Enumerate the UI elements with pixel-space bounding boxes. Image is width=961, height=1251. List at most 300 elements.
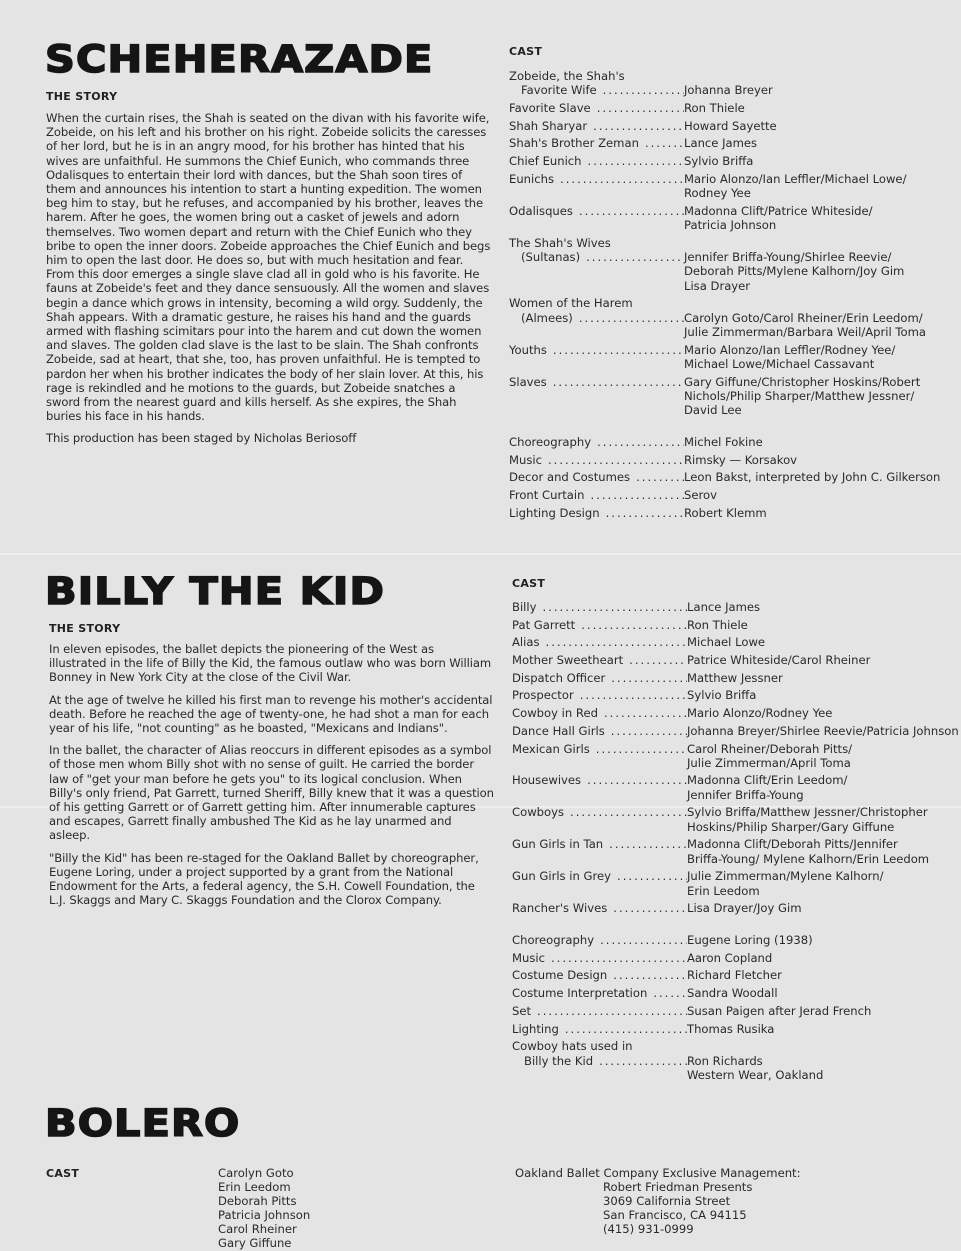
performers	[684, 343, 959, 372]
role-label: Costume Design	[512, 968, 608, 983]
performers	[687, 653, 961, 667]
cast-row	[512, 706, 961, 720]
dot-leader	[581, 618, 687, 632]
cast-heading: CAST	[46, 1167, 80, 1180]
performers	[687, 951, 961, 965]
performer-name: Rodney Yee	[684, 186, 751, 201]
performer-name: Sylvio Briffa/Matthew Jessner/Christopher	[687, 805, 928, 820]
performers	[684, 136, 959, 150]
performers	[687, 933, 961, 947]
story-paragraph: In the ballet, the character of Alias reoccurs in different episodes as a symbol of those men whom Billy shot with no sense of guilt. He carried the border law of "get your man before he gets you" to its logical conclusion. When Billy's only friend, Pat Garrett, turned Sheriff, Billy knew that it was a question of his getting Garrett or of Garrett getting him. After innumerable captures and escapes, Garrett finally ambushed The Kid as he lay unarmed and asleep.	[49, 743, 494, 843]
role-label: Decor and Costumes	[509, 470, 631, 485]
cast-row	[512, 986, 961, 1000]
role	[509, 119, 684, 133]
role-label: Housewives	[512, 773, 582, 788]
role-label: Slaves	[509, 374, 547, 389]
performer-name: Rimsky — Korsakov	[684, 452, 798, 467]
cast-row	[509, 296, 959, 339]
dot-leader	[645, 136, 684, 150]
cast-row	[509, 435, 959, 449]
management-line: San Francisco, CA 94115	[603, 1208, 747, 1223]
role-line	[512, 986, 687, 1000]
dot-leader	[611, 671, 687, 685]
role	[509, 506, 684, 520]
role	[512, 706, 687, 720]
role-line	[509, 343, 684, 357]
performers	[687, 869, 961, 898]
performer-name: Hoskins/Philip Sharper/Gary Giffune	[687, 819, 895, 834]
role-line	[512, 837, 687, 851]
performer-name: Carol Rheiner/Deborah Pitts/	[687, 741, 853, 756]
staging-credit: This production has been staged by Nicholas Beriosoff	[46, 431, 357, 446]
role-line	[512, 706, 687, 720]
role-line	[509, 488, 684, 502]
performers	[687, 837, 961, 866]
dot-leader	[609, 837, 687, 851]
dot-leader	[603, 83, 684, 97]
role	[512, 968, 687, 982]
performer-name: Ron Thiele	[687, 617, 748, 632]
dot-leader	[599, 1054, 687, 1068]
dot-leader	[613, 901, 687, 915]
performer-name: Aaron Copland	[687, 950, 773, 965]
performer-name: Western Wear, Oakland	[687, 1067, 824, 1082]
dot-leader	[560, 172, 684, 186]
cast-row	[509, 119, 959, 133]
role-label: Gun Girls in Tan	[512, 837, 604, 852]
performer-name: Lisa Drayer/Joy Gim	[687, 901, 802, 916]
performers	[684, 453, 959, 467]
performer-name: Sylvio Briffa	[687, 688, 757, 703]
cast-row	[512, 618, 961, 632]
role-line	[509, 204, 684, 218]
role-label: Cowboy hats used in	[512, 1039, 633, 1054]
performer-name: Patricia Johnson	[684, 218, 777, 233]
role-line	[509, 470, 684, 484]
role	[512, 1039, 687, 1082]
cast-row	[509, 343, 959, 372]
role-line	[509, 136, 684, 150]
cast-row	[512, 688, 961, 702]
role-line	[512, 933, 687, 947]
role-label: Zobeide, the Shah's	[509, 69, 625, 83]
performers	[687, 986, 961, 1000]
role	[512, 618, 687, 632]
performers	[687, 618, 961, 632]
dot-leader	[565, 1022, 687, 1036]
role	[509, 204, 684, 233]
dot-leader	[636, 470, 684, 484]
role-label: Pat Garrett	[512, 617, 576, 632]
dot-leader	[596, 742, 687, 756]
dot-leader	[580, 688, 687, 702]
dot-leader	[587, 773, 687, 787]
role-label: Choreography	[509, 434, 592, 449]
performer-name: Lance James	[684, 136, 758, 151]
role-label: Set	[512, 1003, 532, 1018]
performer-name: Julie Zimmerman/Mylene Kalhorn/	[687, 869, 884, 884]
performers	[687, 773, 961, 802]
dot-leader	[629, 653, 687, 667]
story-paragraph: "Billy the Kid" has been re-staged for the Oakland Ballet by choreographer, Eugene Loring, under a project supported by a grant from the National Endowment for the Arts, a federal agency, the S.H. Cowell Foundation, the L.J. Skaggs and Mary C. Skaggs Foundation and the Clorox Company.	[49, 850, 479, 908]
dot-leader	[593, 119, 684, 133]
role-label: Front Curtain	[509, 487, 585, 502]
performer-name: Michael Lowe	[687, 635, 766, 650]
dot-leader	[606, 506, 684, 520]
dot-leader	[579, 204, 684, 218]
story-paragraph: In eleven episodes, the ballet depicts the pioneering of the West as illustrated in the life of Billy the Kid, the famous outlaw who was born William Bonney in New York City at the close of the Civil War.	[49, 642, 492, 685]
role-line	[512, 688, 687, 702]
performer-name: Richard Fletcher	[687, 968, 782, 983]
role-label: Rancher's Wives	[512, 901, 608, 916]
performer-name: Jennifer Briffa-Young	[687, 787, 804, 802]
role-label: Youths	[509, 342, 547, 357]
performers	[687, 671, 961, 685]
performer-name: Sandra Woodall	[687, 986, 778, 1001]
role-line	[509, 101, 684, 115]
dot-leader	[600, 933, 687, 947]
dot-leader	[570, 805, 687, 819]
performer-name: Carolyn Goto/Carol Rheiner/Erin Leedom/	[684, 310, 923, 325]
role-line	[512, 1039, 687, 1053]
dot-leader	[613, 968, 687, 982]
dot-leader	[597, 101, 684, 115]
performer-name: Ron Thiele	[684, 100, 745, 115]
performers	[687, 1004, 961, 1018]
role-label: Music	[509, 452, 542, 467]
cast-row	[512, 869, 961, 898]
role-line	[509, 453, 684, 467]
performer-name: Madonna Clift/Erin Leedom/	[687, 773, 848, 788]
role-line	[512, 1022, 687, 1036]
role-label: Choreography	[512, 933, 595, 948]
role-label: Music	[512, 950, 545, 965]
role-label: (Almees)	[521, 310, 573, 325]
performers	[684, 375, 959, 418]
role	[509, 453, 684, 467]
story-paragraph: When the curtain rises, the Shah is seated on the divan with his favorite wife, Zobeide, on his left and his brother on his right. Zobeide solicits the caresses of her lord, but he is in an angry mood, for his brother has hinted that his wives are unfaithful. He summons the Chief Eunich, who commands three Odalisques to entertain their lord with dances, but the Shah soon tires of them and announces his intention to start a hunting expedition. The women beg him to stay, but he refuses, and accompanied by his brother, leaves the harem. After he goes, the women bring out a casket of jewels and adorn themselves. Two women depart and return with the Chief Eunich who they bribe to open the inner doors. Zobeide approaches the Chief Eunich and begs him to open the last door. He does so, but with much hesitation and fear. From this door emerges a single slave clad all in gold who is his favorite. He fauns at Zobeide's feet and they dance sensuously. All the women and slaves begin a dance which grows in intensity, becoming a wild orgy. Suddenly, the Shah appears. With a dramatic gesture, he raises his hand and the guards armed with flashing scimitars pour into the harem and cut down the women and slaves. The golden clad slave is the last to be slain. The Shah confronts Zobeide, sad at heart, that she, too, has proven unfaithful. He is tempted to pardon her when his brother indicates the body of her slain lover. At this, his rage is rekindled and he motions to the guards, but Zobeide snatches a sword from the nearest guard and kills herself. As she expires, the Shah buries his face in his hands.	[46, 111, 491, 424]
performers	[684, 154, 959, 168]
cast-row	[512, 600, 961, 614]
dot-leader	[553, 375, 684, 389]
role	[512, 1022, 687, 1036]
role-line	[512, 901, 687, 915]
cast-row	[512, 837, 961, 866]
role-label: (Sultanas)	[521, 250, 581, 264]
role-line	[512, 773, 687, 787]
cast-row	[512, 1022, 961, 1036]
role-line	[509, 172, 684, 186]
performer-name: Sylvio Briffa	[684, 154, 754, 169]
scheherazade-story	[46, 111, 491, 454]
role-label: Cowboy in Red	[512, 706, 598, 721]
performer-name: Howard Sayette	[684, 118, 777, 133]
role-label: Alias	[512, 635, 540, 650]
role-line	[509, 119, 684, 133]
performer-name: Nichols/Philip Sharper/Matthew Jessner/	[684, 388, 915, 403]
role-line	[512, 805, 687, 819]
cast-row	[509, 470, 959, 484]
performers	[687, 724, 961, 738]
bolero-title: BOLERO	[45, 1102, 241, 1145]
cast-row	[512, 968, 961, 982]
role	[509, 69, 684, 98]
dot-leader	[611, 724, 687, 738]
role-line	[512, 1054, 687, 1068]
dot-leader	[604, 706, 687, 720]
role	[512, 986, 687, 1000]
dot-leader	[590, 488, 684, 502]
role-line	[509, 69, 684, 83]
cast-heading: CAST	[512, 577, 546, 590]
role-label: Dispatch Officer	[512, 670, 606, 685]
role	[512, 869, 687, 898]
performer-name: Madonna Clift/Patrice Whiteside/	[684, 203, 873, 218]
role-label: Favorite Slave	[509, 100, 591, 115]
cast-row	[512, 671, 961, 685]
performers	[684, 204, 959, 233]
role-line	[512, 600, 687, 614]
performer-name: Mario Alonzo/Ian Leffler/Michael Lowe/	[684, 171, 907, 186]
role-label: Prospector	[512, 688, 574, 703]
performer-name: Thomas Rusika	[687, 1021, 775, 1036]
cast-row	[509, 375, 959, 418]
cast-row	[509, 236, 959, 293]
performer-name: Johanna Breyer/Shirlee Reevie/Patricia Johnson	[687, 723, 959, 738]
role-line	[512, 968, 687, 982]
role-line	[509, 154, 684, 168]
performers	[684, 470, 959, 484]
role	[509, 172, 684, 201]
dot-leader	[579, 311, 684, 325]
performer-name: Johanna Breyer	[684, 83, 773, 98]
performers	[684, 435, 959, 449]
role	[512, 837, 687, 866]
role-label: Costume Interpretation	[512, 986, 648, 1001]
role-label: Mexican Girls	[512, 741, 590, 756]
cast-row	[512, 742, 961, 771]
scheherazade-cast	[509, 69, 959, 523]
role	[509, 136, 684, 150]
dot-leader	[553, 343, 684, 357]
dot-leader	[551, 951, 687, 965]
role	[509, 236, 684, 293]
role-label: Chief Eunich	[509, 154, 582, 169]
performer-name: Michel Fokine	[684, 434, 763, 449]
role	[509, 435, 684, 449]
cast-row	[512, 805, 961, 834]
cast-row	[512, 724, 961, 738]
dot-leader	[597, 435, 684, 449]
story-paragraph: At the age of twelve he killed his first man to revenge his mother's accidental death. Before he reached the age of twenty-one, he had shot a man for each year of his life, "not counting" as he boasted, "Mexicans and Indians".	[49, 692, 493, 736]
performers	[684, 506, 959, 520]
role-line	[509, 375, 684, 389]
role-label: Billy	[512, 600, 537, 614]
cast-row	[509, 172, 959, 201]
role	[509, 375, 684, 418]
role	[512, 600, 687, 614]
cast-row	[512, 933, 961, 947]
cast-row	[512, 1039, 961, 1082]
role-label: Eunichs	[509, 171, 555, 186]
performer-name: Lance James	[687, 600, 761, 614]
cast-row	[509, 101, 959, 115]
dot-leader	[537, 1004, 687, 1018]
role-label: Odalisques	[509, 203, 573, 218]
role	[512, 688, 687, 702]
role	[509, 154, 684, 168]
performers	[687, 1039, 961, 1082]
role	[512, 724, 687, 738]
billy-story	[49, 642, 494, 915]
role-label: Billy the Kid	[524, 1053, 594, 1068]
role-line	[512, 869, 687, 883]
role-label: Shah Sharyar	[509, 118, 588, 133]
role-line	[509, 296, 684, 310]
performer-name: Deborah Pitts/Mylene Kalhorn/Joy Gim	[684, 264, 905, 279]
cast-name: Deborah Pitts	[218, 1194, 297, 1209]
role	[512, 901, 687, 915]
role	[512, 1004, 687, 1018]
performers	[687, 805, 961, 834]
dot-leader	[617, 869, 687, 883]
cast-name: Carolyn Goto	[218, 1166, 294, 1180]
role	[512, 635, 687, 649]
role	[512, 653, 687, 667]
cast-row	[512, 653, 961, 667]
cast-row	[512, 1004, 961, 1018]
role	[512, 671, 687, 685]
role	[509, 343, 684, 372]
role	[509, 296, 684, 339]
role-label: Gun Girls in Grey	[512, 869, 612, 884]
management-line: Robert Friedman Presents	[603, 1180, 753, 1195]
management-heading: Oakland Ballet Company Exclusive Management:	[515, 1166, 801, 1180]
management-info	[515, 1166, 961, 1236]
performers	[687, 742, 961, 771]
performer-name: Matthew Jessner	[687, 670, 783, 685]
performer-name: Julie Zimmerman/Barbara Weil/April Toma	[684, 324, 927, 339]
role	[512, 742, 687, 771]
role-line	[509, 236, 684, 250]
cast-row	[512, 773, 961, 802]
performer-name: Patrice Whiteside/Carol Rheiner	[687, 653, 871, 668]
dot-leader	[546, 635, 687, 649]
role-line	[509, 435, 684, 449]
performers	[684, 488, 959, 502]
role-label: The Shah's Wives	[509, 235, 611, 250]
performer-name: Lisa Drayer	[684, 278, 751, 293]
performers	[687, 635, 961, 649]
dot-leader	[548, 453, 684, 467]
role	[509, 470, 684, 484]
role-line	[509, 506, 684, 520]
cast-row	[509, 453, 959, 467]
performers	[684, 119, 959, 133]
cast-name: Patricia Johnson	[218, 1208, 311, 1223]
cast-row	[509, 69, 959, 98]
cast-row	[509, 488, 959, 502]
performers	[687, 688, 961, 702]
cast-heading: CAST	[509, 45, 543, 58]
billy-the-kid-title: BILLY THE KID	[45, 570, 385, 613]
role-line	[512, 653, 687, 667]
performer-name: Robert Klemm	[684, 505, 767, 520]
story-heading: THE STORY	[49, 622, 121, 635]
role-label: Women of the Harem	[509, 296, 633, 311]
performers	[684, 101, 959, 115]
performer-name: Gary Giffune/Christopher Hoskins/Robert	[684, 374, 921, 389]
role-line	[512, 618, 687, 632]
performer-name: Susan Paigen after Jerad French	[687, 1003, 872, 1018]
role-line	[512, 724, 687, 738]
paper-fold	[0, 553, 961, 555]
role-line	[512, 742, 687, 756]
performer-name: Briffa-Young/ Mylene Kalhorn/Erin Leedom	[687, 851, 930, 866]
performers	[687, 1022, 961, 1036]
role-label: Lighting Design	[509, 505, 600, 520]
role-label: Favorite Wife	[521, 83, 597, 98]
role-line	[512, 635, 687, 649]
cast-name: Gary Giffune	[218, 1236, 292, 1251]
cast-name: Erin Leedom	[218, 1180, 291, 1195]
role-label: Lighting	[512, 1021, 559, 1036]
role-label: Mother Sweetheart	[512, 653, 624, 668]
role	[512, 933, 687, 947]
performers	[687, 600, 961, 614]
role-line	[509, 311, 684, 325]
performers	[687, 901, 961, 915]
cast-row	[512, 901, 961, 915]
performers	[687, 706, 961, 720]
performer-name: Leon Bakst, interpreted by John C. Gilkerson	[684, 470, 941, 485]
dot-leader	[586, 250, 684, 264]
cast-row	[509, 506, 959, 520]
role	[512, 951, 687, 965]
role-line	[509, 250, 684, 264]
role-line	[512, 951, 687, 965]
performer-name: Mario Alonzo/Rodney Yee	[687, 706, 833, 721]
role-label: Cowboys	[512, 805, 565, 820]
role-line	[512, 671, 687, 685]
performer-name: Madonna Clift/Deborah Pitts/Jennifer	[687, 837, 898, 852]
role	[509, 488, 684, 502]
performers	[684, 236, 959, 293]
cast-row	[509, 154, 959, 168]
performer-name: Julie Zimmerman/April Toma	[687, 755, 851, 770]
performer-name: Eugene Loring (1938)	[687, 933, 813, 948]
role-line	[509, 83, 684, 97]
scheherazade-title: SCHEHERAZADE	[45, 38, 434, 81]
role	[509, 101, 684, 115]
cast-row	[512, 951, 961, 965]
performer-name: David Lee	[684, 403, 742, 418]
billy-cast	[512, 600, 961, 1086]
role-line	[512, 1004, 687, 1018]
performer-name: Serov	[684, 487, 717, 502]
role	[512, 773, 687, 802]
role-label: Dance Hall Girls	[512, 723, 605, 738]
cast-name: Carol Rheiner	[218, 1222, 297, 1237]
performers	[684, 296, 959, 339]
performer-name: Michael Lowe/Michael Cassavant	[684, 356, 875, 371]
dot-leader	[588, 154, 684, 168]
management-line: (415) 931-0999	[603, 1222, 694, 1237]
cast-row	[512, 635, 961, 649]
performer-name: Jennifer Briffa-Young/Shirlee Reevie/	[684, 250, 892, 264]
performer-name: Ron Richards	[687, 1053, 763, 1068]
cast-row	[509, 136, 959, 150]
